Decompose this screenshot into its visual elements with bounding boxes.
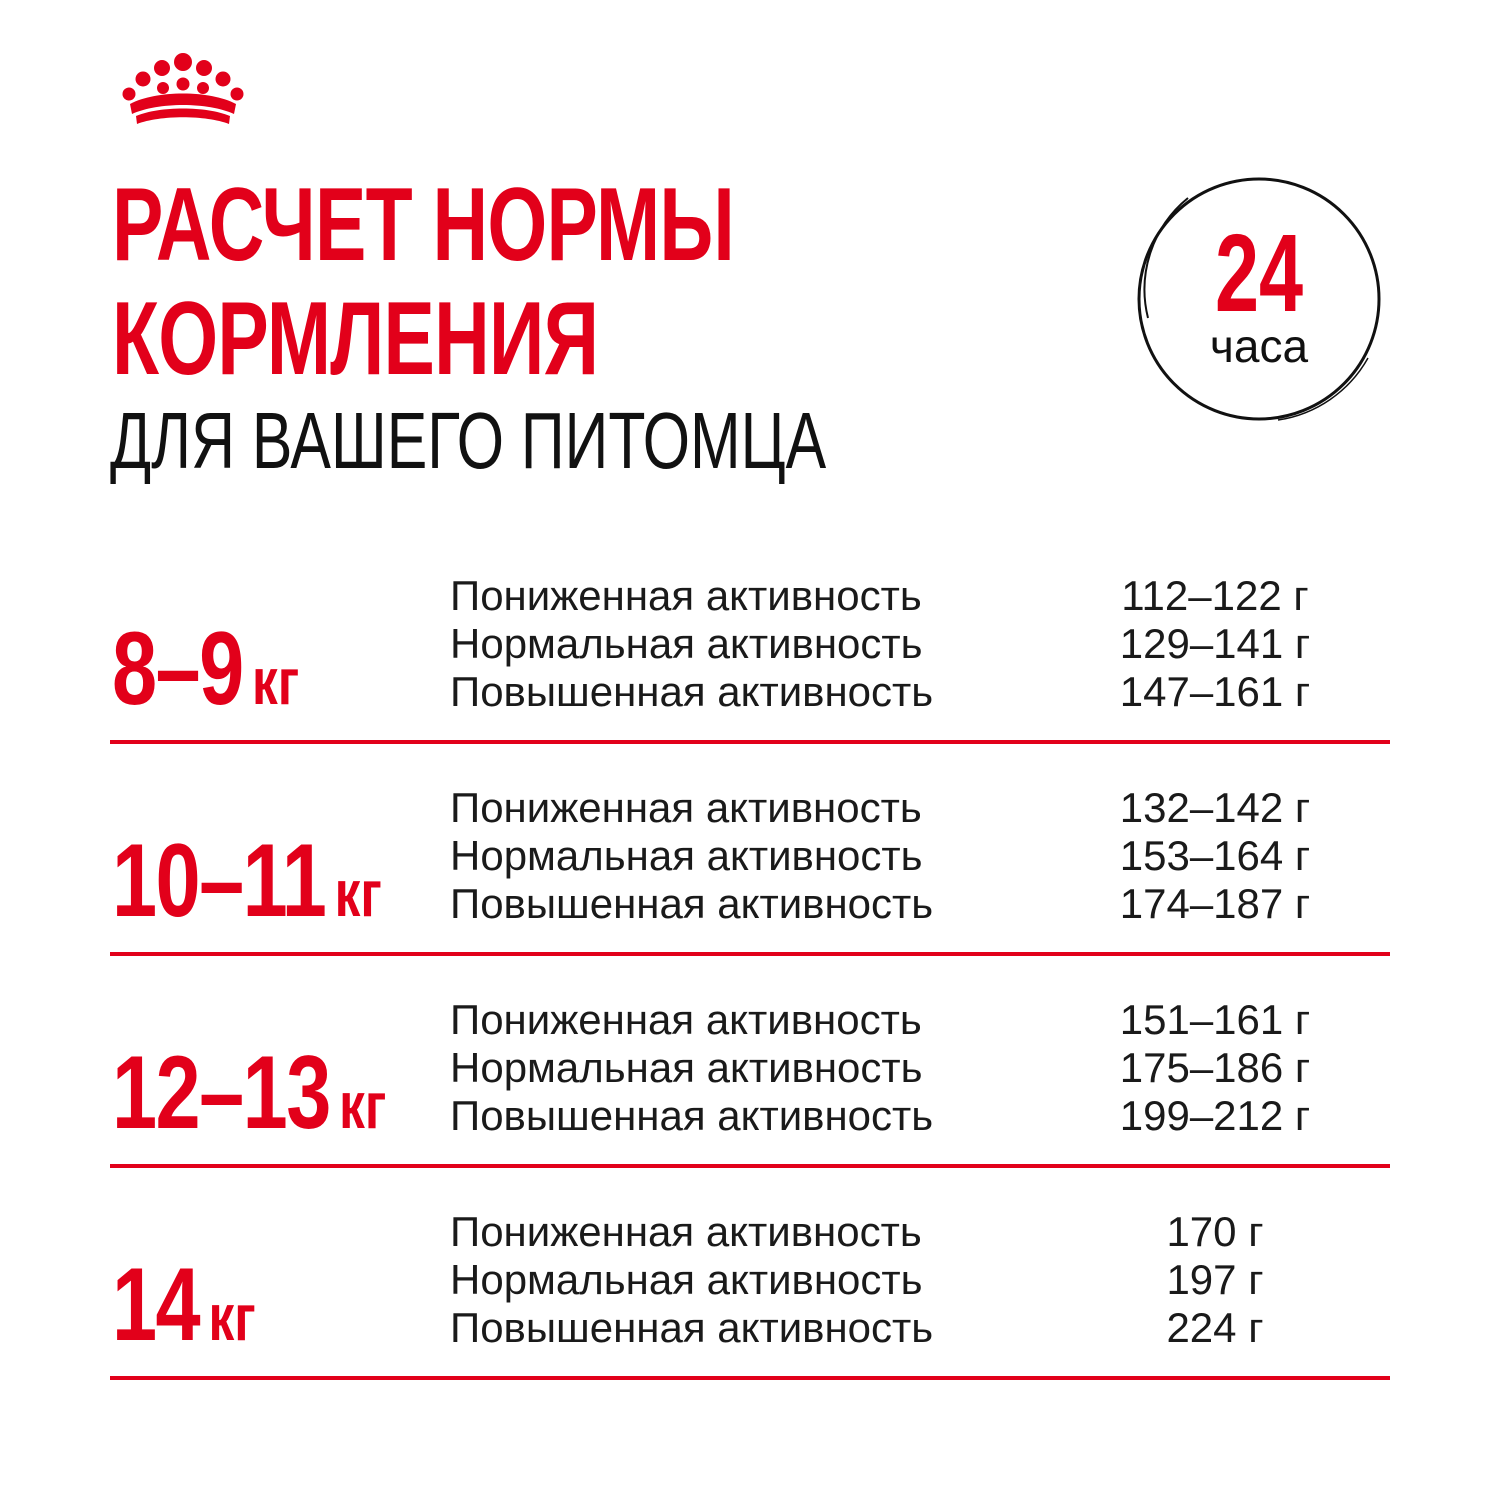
activity-label: Повышенная активность (450, 668, 934, 715)
weight-value: 8–9 (112, 611, 243, 727)
badge-unit: часа (1209, 320, 1309, 372)
weight-unit: кг (208, 1280, 256, 1354)
food-amount: 170 г (1166, 1208, 1264, 1255)
weight-unit: кг (252, 644, 300, 718)
activity-label: Нормальная активность (450, 1256, 923, 1303)
hours-badge (1128, 168, 1390, 430)
food-amount: 224 г (1166, 1304, 1264, 1351)
title-line-1: РАСЧЕТ НОРМЫ (112, 167, 735, 283)
weight-range (112, 1035, 387, 1160)
table-row (110, 984, 1390, 1196)
food-amount: 132–142 г (1119, 784, 1311, 831)
weight-unit: кг (339, 1068, 387, 1142)
list-item (450, 996, 1390, 1044)
list-item (450, 880, 1390, 928)
list-item (450, 620, 1390, 668)
food-amount: 147–161 г (1119, 668, 1311, 715)
activity-label: Пониженная активность (450, 784, 922, 831)
activity-label: Пониженная активность (450, 572, 922, 619)
food-amount: 199–212 г (1119, 1092, 1311, 1139)
food-amount: 151–161 г (1119, 996, 1311, 1043)
list-item (450, 784, 1390, 832)
food-amount: 174–187 г (1119, 880, 1311, 927)
weight-range (112, 823, 382, 948)
table-row (110, 1196, 1390, 1408)
list-item (450, 1304, 1390, 1352)
list-item (450, 572, 1390, 620)
page-title (112, 168, 734, 396)
food-amount: 197 г (1166, 1256, 1264, 1303)
food-amount: 112–122 г (1121, 572, 1309, 619)
table-row (110, 772, 1390, 984)
weight-range (112, 1247, 256, 1372)
list-item (450, 668, 1390, 716)
weight-value: 14 (112, 1247, 200, 1363)
table-row (110, 560, 1390, 772)
activity-label: Повышенная активность (450, 880, 934, 927)
food-amount: 153–164 г (1119, 832, 1311, 879)
list-item (450, 1256, 1390, 1304)
activity-label: Повышенная активность (450, 1304, 934, 1351)
activity-label: Повышенная активность (450, 1092, 934, 1139)
activity-list (450, 784, 1390, 928)
feeding-table (110, 560, 1390, 1408)
list-item (450, 1092, 1390, 1140)
activity-list (450, 996, 1390, 1140)
activity-label: Пониженная активность (450, 996, 922, 1043)
activity-label: Нормальная активность (450, 620, 923, 667)
activity-label: Нормальная активность (450, 832, 923, 879)
list-item (450, 832, 1390, 880)
list-item (450, 1208, 1390, 1256)
weight-unit: кг (334, 856, 382, 930)
activity-label: Нормальная активность (450, 1044, 923, 1091)
badge-number: 24 (1214, 212, 1304, 335)
activity-list (450, 572, 1390, 716)
weight-value: 10–11 (112, 823, 326, 939)
activity-list (450, 1208, 1390, 1352)
food-amount: 175–186 г (1119, 1044, 1311, 1091)
list-item (450, 1044, 1390, 1092)
weight-range (112, 611, 300, 736)
food-amount: 129–141 г (1119, 620, 1311, 667)
title-line-2: КОРМЛЕНИЯ (112, 281, 599, 397)
activity-label: Пониженная активность (450, 1208, 922, 1255)
crown-icon (118, 52, 248, 128)
page-subtitle: ДЛЯ ВАШЕГО ПИТОМЦА (110, 396, 827, 485)
weight-value: 12–13 (112, 1035, 330, 1151)
